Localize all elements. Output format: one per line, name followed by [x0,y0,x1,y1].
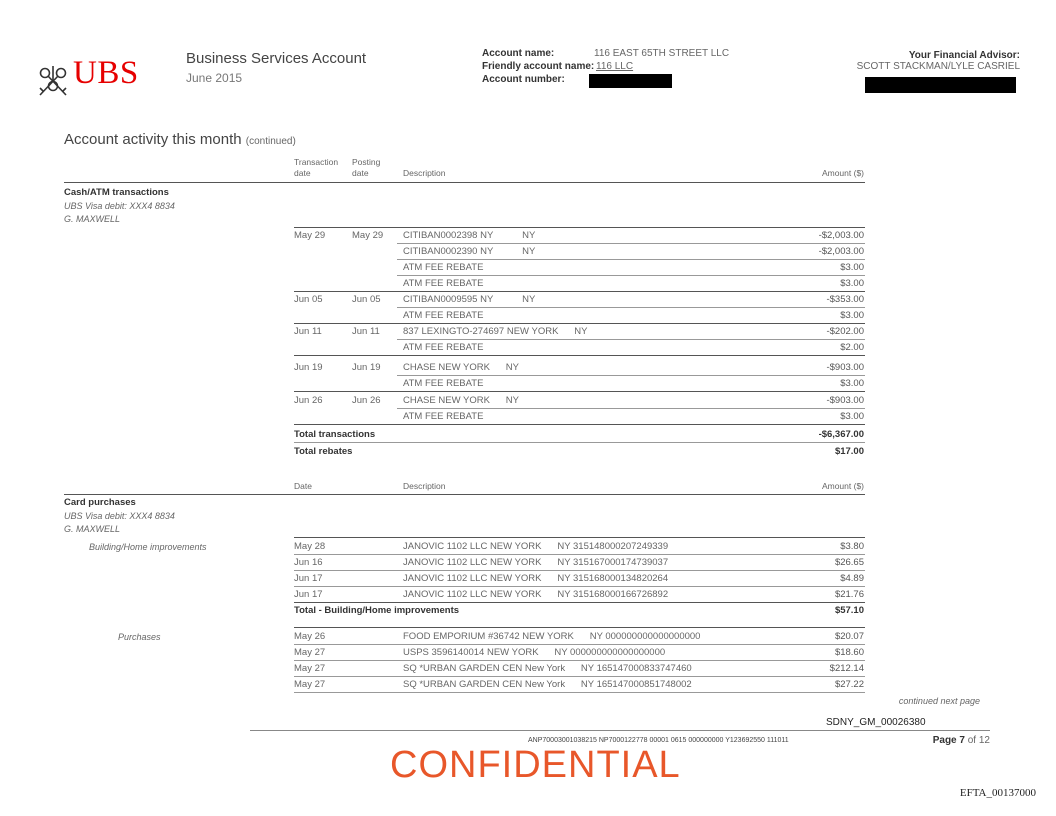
card-row-description: SQ *URBAN GARDEN CEN New York NY 165147000851748002 [403,679,692,690]
group-title-card-purchases: Card purchases [64,497,136,508]
section-title [64,131,296,148]
date-group-divider [294,391,865,392]
card-row-date: May 27 [294,679,326,690]
row-divider [397,307,865,308]
card-label-purchases: UBS Visa debit: XXX4 8834 [64,511,175,521]
advisor-label: Your Financial Advisor: [908,50,1020,61]
col-header-description: Description [403,481,446,491]
cash-row-amount: -$202.00 [826,326,864,337]
group-title-cash-atm: Cash/ATM transactions [64,187,169,198]
card-label-cash: UBS Visa debit: XXX4 8834 [64,201,175,211]
cash-table-top-rule [294,227,865,228]
card-row-description: SQ *URBAN GARDEN CEN New York NY 165147000833747460 [403,663,692,674]
category-building-home: Building/Home improvements [89,542,207,552]
building-table-top-rule [294,537,865,538]
cash-row-description: ATM FEE REBATE [403,262,484,273]
cardholder-cash: G. MAXWELL [64,214,121,224]
row-divider [294,586,865,587]
card-row-amount: $27.22 [834,679,864,690]
category-purchases: Purchases [118,632,161,642]
continued-next-page: continued next page [898,696,980,706]
card-row-description: FOOD EMPORIUM #36742 NEW YORK NY 000000000000000000 [403,631,701,642]
col-header-transaction-date-line1: Transaction [294,157,339,167]
friendly-name-value: 116 LLC [596,61,634,72]
cash-row-txn-date: Jun 19 [294,362,323,373]
page-number: 7 [959,735,965,746]
col-header-transaction-date-line2: date [294,168,311,178]
cash-row-description: CITIBAN0009595 NY NY [403,294,536,305]
card-row-amount: $3.80 [840,541,864,552]
row-divider [294,554,865,555]
cash-row-post-date: May 29 [352,230,384,241]
cash-row-description: CHASE NEW YORK NY [403,362,519,373]
row-divider [397,275,865,276]
col-header-amount: Amount ($) [821,481,864,491]
account-type: Business Services Account [186,50,367,67]
card-row-amount: $20.07 [834,631,864,642]
section-title-text: Account activity this month [64,131,242,148]
cash-row-txn-date: May 29 [294,230,326,241]
cash-row-post-date: Jun 26 [352,395,381,406]
ubs-keys-logo-icon [36,64,70,98]
total-transactions-label: Total transactions [294,429,376,440]
building-total-amount: $57.10 [834,605,864,616]
friendly-name-label: Friendly account name: [482,61,595,72]
cash-row-amount: -$2,003.00 [818,230,864,241]
cash-row-amount: -$903.00 [826,362,864,373]
card-row-date: May 27 [294,647,326,658]
purchases-table-top-rule [294,627,865,628]
row-divider [294,644,865,645]
page-prefix: Page [932,735,957,746]
bates-number: SDNY_GM_00026380 [826,717,926,728]
row-divider [397,375,865,376]
row-divider [397,243,865,244]
card-row-date: Jun 16 [294,557,323,568]
card-row-amount: $21.76 [834,589,864,600]
cash-row-description: ATM FEE REBATE [403,378,484,389]
cash-row-amount: $3.00 [840,310,864,321]
total-rebates-label: Total rebates [294,446,353,457]
date-group-divider [294,291,865,292]
card-row-amount: $4.89 [840,573,864,584]
account-name-label: Account name: [482,48,555,59]
col-header-amount: Amount ($) [821,168,864,178]
total-transactions-amount: -$6,367.00 [818,429,864,440]
account-number-redaction [589,74,672,88]
date-group-divider [294,355,865,356]
cash-row-amount: $2.00 [840,342,864,353]
footer-code-line: ANP70003001038215 NP7000122778 00001 0615 000000000 Y123692550 111011 [528,737,789,744]
card-row-description: JANOVIC 1102 LLC NEW YORK NY 315168000166726892 [403,589,669,600]
card-row-description: JANOVIC 1102 LLC NEW YORK NY 315168000134820264 [403,573,669,584]
card-row-amount: $26.65 [834,557,864,568]
row-divider [294,570,865,571]
col-header-description: Description [403,168,446,178]
cash-row-txn-date: Jun 11 [294,326,322,337]
row-divider [294,660,865,661]
total-rebates-amount: $17.00 [834,446,864,457]
card-row-date: Jun 17 [294,573,323,584]
cash-row-amount: -$903.00 [826,395,864,406]
statement-period: June 2015 [186,71,243,85]
cash-row-amount: $3.00 [840,411,864,422]
account-name-value: 116 EAST 65TH STREET LLC [594,48,730,59]
building-total-label: Total - Building/Home improvements [294,605,460,616]
cash-row-amount: $3.00 [840,262,864,273]
card-row-description: JANOVIC 1102 LLC NEW YORK NY 315148000207249339 [403,541,669,552]
page-indicator [900,735,990,746]
date-group-divider [294,323,865,324]
advisor-redaction [865,77,1016,93]
col-header-posting-date-line1: Posting [352,157,381,167]
building-table-bottom-rule [294,602,865,603]
efta-number: EFTA_00137000 [959,787,1036,799]
cash-row-description: CITIBAN0002390 NY NY [403,246,536,257]
advisor-name: SCOTT STACKMAN/LYLE CASRIEL [856,61,1020,72]
cash-table-bottom-rule [294,424,865,425]
cash-row-description: ATM FEE REBATE [403,310,484,321]
card-row-date: May 26 [294,631,326,642]
cash-row-post-date: Jun 19 [352,362,381,373]
cash-row-amount: -$2,003.00 [818,246,864,257]
section-title-suffix: (continued) [245,136,296,147]
cardholder-purchases: G. MAXWELL [64,524,121,534]
totals-divider [294,442,865,443]
page-total: of 12 [967,735,990,746]
cash-row-description: ATM FEE REBATE [403,411,484,422]
cash-row-amount: -$353.00 [826,294,864,305]
header-divider [64,494,865,495]
row-divider [397,339,865,340]
account-number-label: Account number: [482,74,565,85]
cash-row-txn-date: Jun 26 [294,395,323,406]
col-header-transaction-date [294,157,338,179]
card-row-date: Jun 17 [294,589,323,600]
card-row-date: May 28 [294,541,326,552]
row-divider [397,408,865,409]
cash-row-description: ATM FEE REBATE [403,278,484,289]
row-divider [397,259,865,260]
cash-row-post-date: Jun 11 [352,326,380,337]
cash-row-amount: $3.00 [840,378,864,389]
footer-rule [250,730,990,731]
row-divider [294,676,865,677]
col-header-date: Date [294,481,312,491]
confidential-stamp: CONFIDENTIAL [390,744,681,786]
ubs-logo-text: UBS [73,55,139,91]
cash-row-description: 837 LEXINGTO-274697 NEW YORK NY [403,326,588,337]
cash-row-description: CITIBAN0002398 NY NY [403,230,536,241]
cash-row-amount: $3.00 [840,278,864,289]
card-row-description: USPS 3596140014 NEW YORK NY 000000000000000000 [403,647,666,658]
cash-row-description: ATM FEE REBATE [403,342,484,353]
cash-row-txn-date: Jun 05 [294,294,323,305]
cash-row-post-date: Jun 05 [352,294,381,305]
cash-row-description: CHASE NEW YORK NY [403,395,519,406]
col-header-posting-date-line2: date [352,168,369,178]
card-row-description: JANOVIC 1102 LLC NEW YORK NY 315167000174739037 [403,557,669,568]
card-row-date: May 27 [294,663,326,674]
card-row-amount: $212.14 [829,663,864,674]
card-row-amount: $18.60 [834,647,864,658]
row-divider [294,692,865,693]
header-divider [64,182,865,183]
col-header-posting-date [352,157,380,179]
